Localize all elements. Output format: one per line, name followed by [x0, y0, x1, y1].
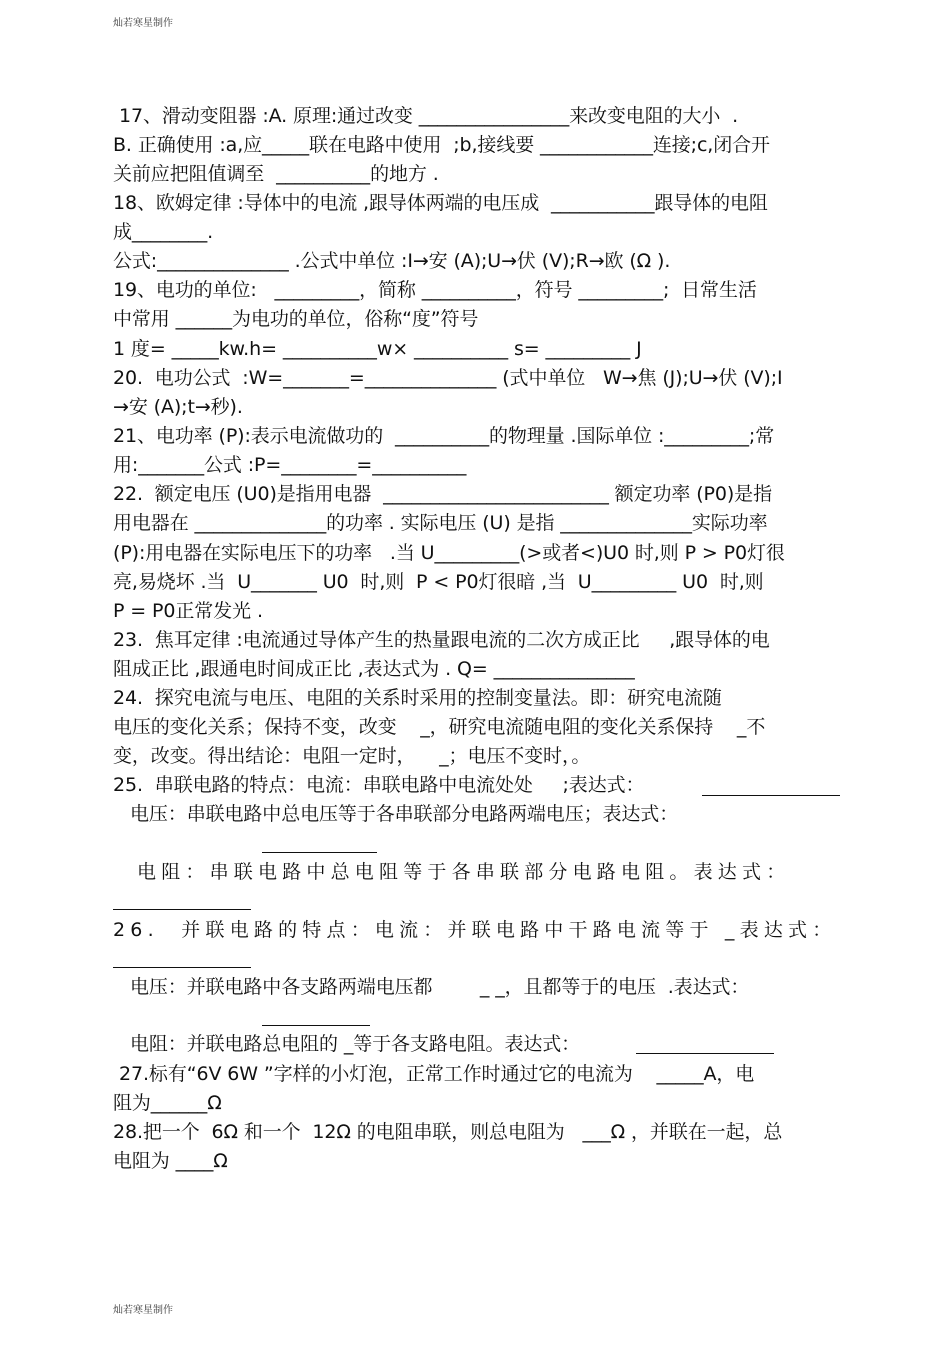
text-line: 电压：串联电路中总电压等于各串联部分电路两端电压；表达式：	[130, 803, 679, 825]
text-line: 电阻：并联电路总电阻的 _等于各支路电阻。表达式：	[130, 1033, 581, 1055]
text-line: 用:_______公式 :P=________=__________	[113, 454, 467, 476]
answer-blank	[636, 1053, 774, 1054]
text-line: 亮,易烧坏 .当 U_______ U0 时,则 P < P0灯很暗 ,当 U_________ U0 时,则	[113, 571, 764, 593]
text-line: 20. 电功公式 :W=_______=______________ (式中单位 W→焦 (J);U→伏 (V);I	[113, 367, 783, 389]
text-line: 变，改变。得出结论：电阻一定时， _；电压不变时，。	[113, 745, 591, 767]
text-line: 电阻：串联电路中总电阻等于各串联部分电路电阻。表达式：	[137, 861, 791, 883]
text-line: 中常用 ______为电功的单位，俗称“度”符号	[113, 308, 479, 330]
answer-blank	[262, 1025, 370, 1026]
text-line: 22. 额定电压 (U0)是指用电器 ________________________ 额定功率 (P0)是指	[113, 483, 772, 505]
answer-blank	[262, 852, 377, 853]
text-line: 25. 串联电路的特点：电流：串联电路中电流处处 ;表达式：	[113, 774, 645, 796]
text-line: 电阻为 ____Ω	[113, 1150, 228, 1172]
text-line: 1 度= _____kw.h= __________w× __________ s= _________ J	[113, 338, 642, 360]
text-line: P = P0正常发光 .	[113, 600, 263, 622]
text-line: 电压的变化关系；保持不变，改变 _，研究电流随电阻的变化关系保持 _不	[113, 716, 766, 738]
text-line: 成________.	[113, 221, 214, 243]
text-line: 18、欧姆定律 :导体中的电流 ,跟导体两端的电压成 ___________跟导体的电阻	[113, 192, 768, 214]
footer-brand: 灿若寒星制作	[113, 1305, 173, 1316]
text-line: 关前应把阻值调至 __________的地方 .	[113, 163, 439, 185]
text-line: 24. 探究电流与电压、电阻的关系时采用的控制变量法。即：研究电流随	[113, 687, 722, 709]
text-line: 阻为______Ω	[113, 1092, 222, 1114]
text-line: →安 (A);t→秒).	[113, 396, 243, 418]
text-line: 19、电功的单位: _________，简称 __________，符号 _________; 日常生活	[113, 279, 757, 301]
text-line: 阻成正比 ,跟通电时间成正比 ,表达式为 . Q= _______________	[113, 658, 635, 680]
text-line: 17、滑动变阻器 :A. 原理:通过改变 ________________来改变电阻的大小 .	[119, 105, 739, 127]
text-line: 用电器在 ______________的功率 . 实际电压 (U) 是指 ______________实际功率	[113, 512, 768, 534]
text-line: 28.把一个 6Ω 和一个 12Ω 的电阻串联，则总电阻为 ___Ω ，并联在一起，总	[113, 1121, 783, 1143]
text-line: B. 正确使用 :a,应_____联在电路中使用 ;b,接线要 ____________连接;c,闭合开	[113, 134, 770, 156]
text-line: 公式:______________ .公式中单位 :I→安 (A);U→伏 (V);R→欧 (Ω ).	[113, 250, 671, 272]
header-brand: 灿若寒星制作	[113, 18, 173, 29]
text-line: 27.标有“6V 6W ”字样的小灯泡，正常工作时通过它的电流为 _____A，电	[119, 1063, 755, 1085]
answer-blank	[113, 967, 251, 968]
text-line: 21、电功率 (P):表示电流做功的 __________的物理量 .国际单位 :_________;常	[113, 425, 775, 447]
text-line: 电压：并联电路中各支路两端电压都 _ _，且都等于的电压 .表达式：	[130, 976, 750, 998]
text-line: 23. 焦耳定律 :电流通过导体产生的热量跟电流的二次方成正比 ,跟导体的电	[113, 629, 770, 651]
answer-blank	[702, 795, 840, 796]
text-line: (P):用电器在实际电压下的功率 .当 U_________(>或者<)U0 时,则 P > P0灯很	[113, 542, 785, 564]
text-line: 26. 并联电路的特点：电流：并联电路中干路电流等于 _表达式：	[113, 919, 837, 941]
answer-blank	[113, 909, 251, 910]
